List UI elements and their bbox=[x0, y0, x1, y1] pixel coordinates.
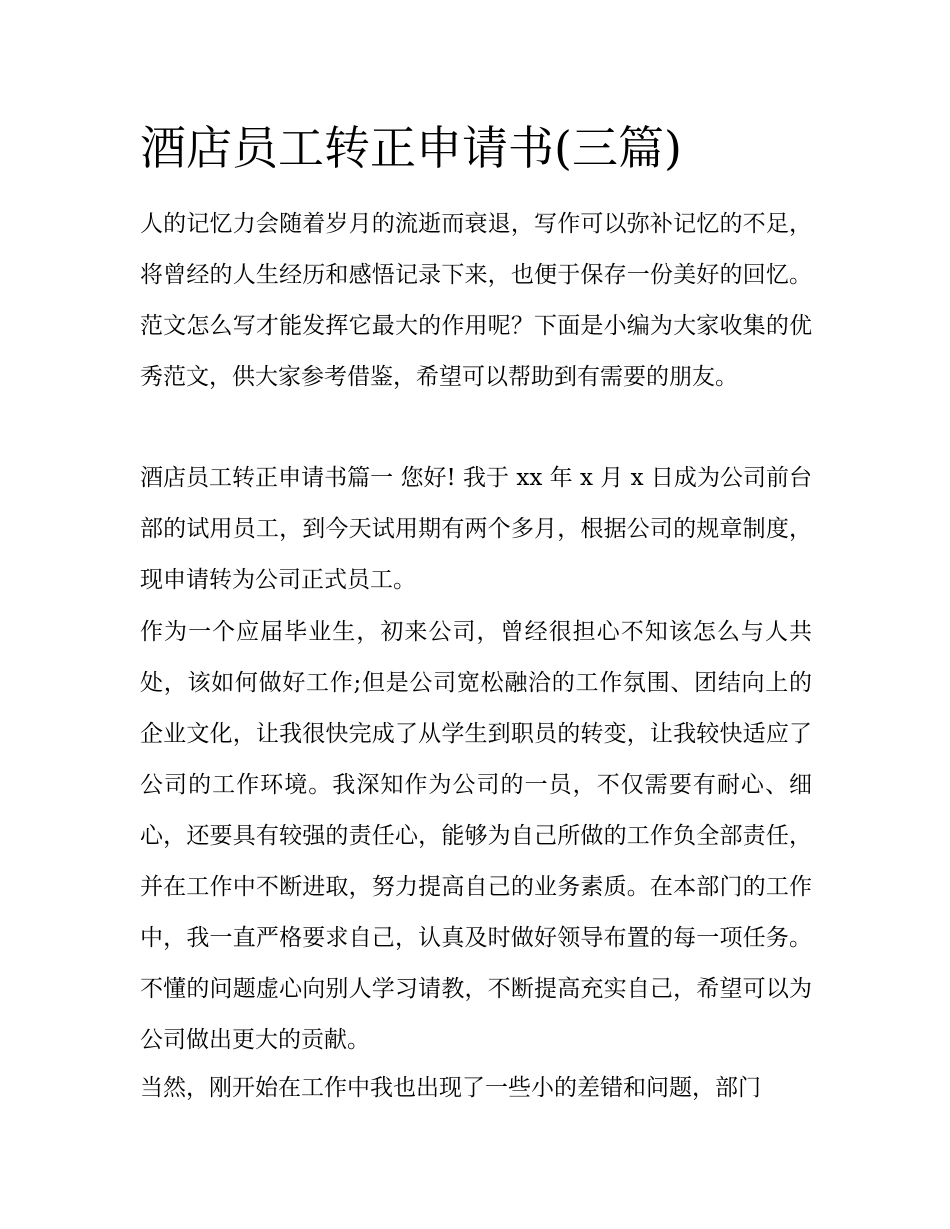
body-paragraph-1: 酒店员工转正申请书篇一 您好! 我于 xx 年 x 月 x 日成为公司前台部的试用员工，到今天试用期有两个多月，根据公司的规章制度，现申请转为公司正式员工。 bbox=[140, 465, 812, 593]
body-paragraph-2: 作为一个应届毕业生，初来公司，曾经很担心不知该怎么与人共处，该如何做好工作;但是公司宽松融洽的工作氛围、团结向上的企业文化，让我很快完成了从学生到职员的转变，让我较快适应了公司的工作环境。我深知作为公司的一员，不仅需要有耐心、细心，还要具有较强的责任心，能够为自己所做的工作负全部责任，并在工作中不断进取，努力提高自己的业务素质。在本部门的工作中，我一直严格要求自己，认真及时做好领导布置的每一项任务。不懂的问题虚心向别人学习请教，不断提高充实自己，希望可以为公司做出更大的贡献。 bbox=[140, 619, 812, 1053]
body-paragraph-3: 当然，刚开始在工作中我也出现了一些小的差错和问题，部门 bbox=[140, 1075, 761, 1101]
document-title: 酒店员工转正申请书(三篇) bbox=[140, 121, 682, 175]
intro-paragraph: 人的记忆力会随着岁月的流逝而衰退，写作可以弥补记忆的不足，将曾经的人生经历和感悟记录下来，也便于保存一份美好的回忆。范文怎么写才能发挥它最大的作用呢？下面是小编为大家收集的优秀范文，供大家参考借鉴，希望可以帮助到有需要的朋友。 bbox=[140, 211, 812, 390]
